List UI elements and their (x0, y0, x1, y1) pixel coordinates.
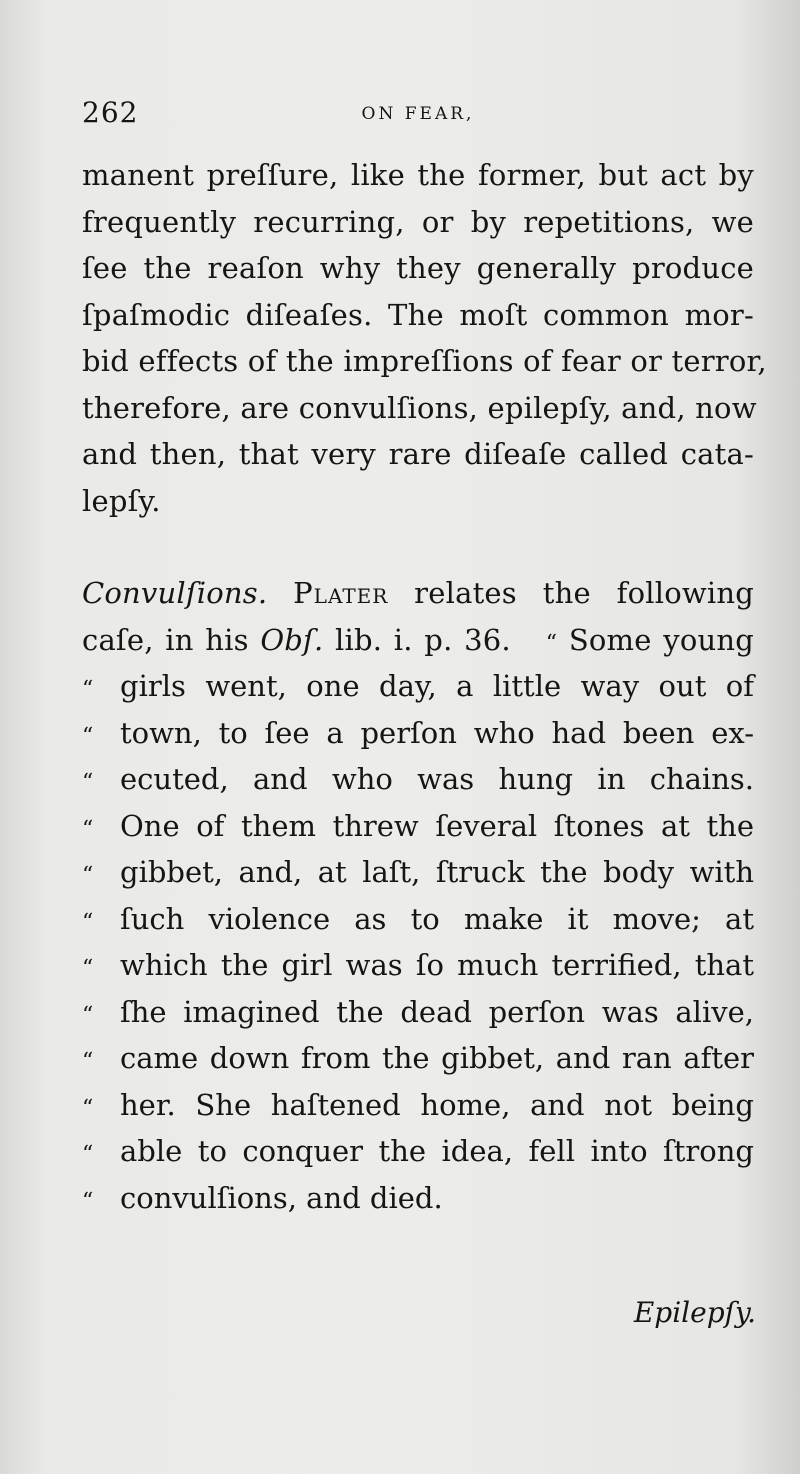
text-line (82, 570, 754, 617)
quote-mark: “ (82, 677, 94, 702)
body-text (82, 152, 767, 1221)
quote-text: ſuch violence as to make it move; at (120, 901, 754, 936)
line-text: lib. i. p. 36. (323, 622, 511, 657)
quote-text: gibbet, and, at laſt, ſtruck the body with (120, 855, 754, 889)
quote-mark: “ (82, 1142, 94, 1167)
quote-mark: “ (82, 723, 94, 749)
quote-mark: “ (82, 863, 94, 888)
quote-mark: “ (82, 1049, 94, 1074)
paragraph (82, 570, 754, 1221)
text-line: and then, that very rare diſeaſe called cata- (82, 437, 754, 471)
quote-text: ſhe imagined the dead perſon was alive, (120, 994, 754, 1029)
quote-text: which the girl was ſo much terrified, that (120, 948, 754, 982)
text-line: therefore, are convulſions, epilepſy, and, now (82, 390, 757, 425)
text-line: lepſy. (82, 483, 161, 518)
line-text: caſe, in his (82, 622, 261, 657)
text-line: ſpaſmodic diſeaſes. The moſt common mor- (82, 297, 754, 332)
quote-text: her. She haſtened home, and not being (120, 1087, 754, 1122)
paragraph (82, 152, 767, 524)
running-head (82, 96, 754, 132)
quote-text: town, to ſee a perſon who had been ex- (120, 715, 754, 750)
text-line: manent preſſure, like the former, but act by (82, 158, 754, 192)
quote-line (82, 989, 754, 1036)
quote-mark: “ (82, 956, 94, 981)
paragraph-gap (82, 524, 754, 570)
section-heading: Convulſions. (82, 576, 268, 610)
line-text: Some young (568, 622, 755, 657)
quote-line (82, 1175, 754, 1222)
text-line (82, 617, 754, 664)
quote-line (82, 756, 754, 803)
quote-mark: “ (82, 1095, 94, 1121)
quote-text: One of them threw ſeveral ſtones at the (120, 808, 754, 843)
quote-line (82, 803, 754, 850)
text-line: frequently recurring, or by repetitions, we (82, 204, 754, 239)
quote-line (82, 663, 754, 710)
quote-line (82, 896, 754, 943)
quote-line (82, 942, 754, 989)
quote-text: girls went, one day, a little way out of (120, 669, 754, 703)
text-line: bid effects of the impreſſions of fear or terror, (82, 344, 767, 378)
header-title: ON FEAR, (361, 104, 475, 124)
quote-mark: “ (82, 770, 94, 795)
quote-mark: “ (82, 1188, 94, 1214)
quote-text: came down from the gibbet, and ran after (120, 1041, 754, 1075)
reference: Obſ. (260, 622, 324, 657)
quote-text: convulſions, and died. (120, 1180, 443, 1215)
quote-mark: “ (82, 909, 94, 935)
quote-line (82, 710, 754, 757)
quote-mark: “ (545, 630, 558, 656)
catchword: Epilepſy. (633, 1296, 756, 1329)
line-text: relates the following (388, 576, 754, 610)
quote-text: able to conquer the idea, fell into ſtrong (120, 1134, 754, 1168)
quote-line (82, 1128, 754, 1175)
quote-mark: “ (82, 1002, 94, 1028)
quote-line (82, 1035, 754, 1082)
author-name: Plater (293, 576, 389, 610)
text-line: ſee the reaſon why they generally produce (82, 251, 754, 285)
page-number: 262 (82, 96, 139, 129)
quote-text: ecuted, and who was hung in chains. (120, 762, 754, 796)
quote-line (82, 849, 754, 896)
quote-mark: “ (82, 816, 94, 842)
quote-line (82, 1082, 754, 1129)
